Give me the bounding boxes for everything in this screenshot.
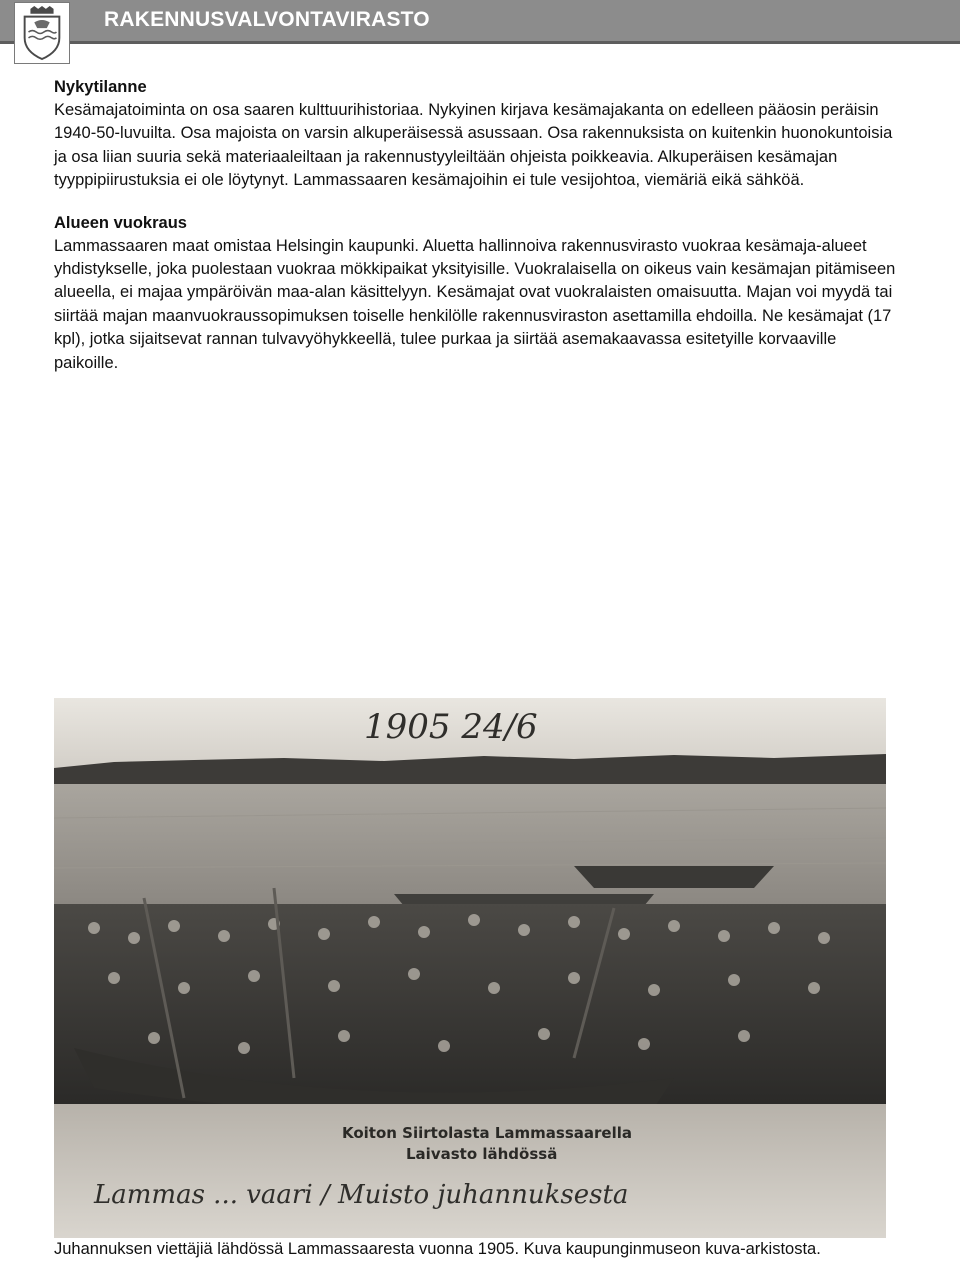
section-heading-nykytilanne: Nykytilanne: [54, 78, 147, 96]
header-title: RAKENNUSVALVONTAVIRASTO: [104, 8, 430, 31]
paragraph-nykytilanne: Kesämajatoiminta on osa saaren kulttuurihistoriaa. Nykyinen kirjava kesämajakanta on edelleen pääosin peräisin 1940-50-luvuilta. Osa majoista on varsin alkuperäisessä asussaan. Osa rakennuksista on kuitenkin huonokuntoisia ja osa liian suuria sekä materiaaleiltaan ja rakennustyyleiltään ohjeista poikkeavia. Alkuperäisen kesämajan tyyppipiirustuksia ei ole löytynyt. Lammassaaren kesämajoihin ei tule vesijohtoa, viemäriä eikä sähköä.: [54, 101, 893, 190]
photo-handwritten-bottom: Lammas ... vaari / Muisto juhannuksesta: [94, 1180, 629, 1210]
paragraph-alueen-vuokraus: Lammassaaren maat omistaa Helsingin kaupunki. Aluetta hallinnoiva rakennusvirasto vuokraa kesämaja-alueet yhdistykselle, joka puolestaan vuokraa mökkipaikat yksityisille. Vuokralaisella on oikeus vain kesämajan pitämiseen alueella, ei majaa ympäröivän maa-alan käsittelyyn. Kesämajat ovat vuokralaisten omaisuutta. Majan voi myydä tai siirtää majan maanvuokraussopimuksen toiselle henkilölle rakennusviraston asettamilla ehdoilla. Ne kesämajat (17 kpl), jotka sijaitsevat rannan tulvavyöhykkeellä, tulee purkaa ja siirtää asemakaavassa esitetyille korvaaville paikoille.: [54, 236, 896, 372]
photo-printed-line-2: Laivasto lähdössä: [406, 1145, 558, 1163]
historical-photo: [54, 698, 886, 1238]
section-heading-alueen-vuokraus: Alueen vuokraus: [54, 213, 187, 232]
helsinki-crest-icon: [14, 2, 70, 64]
document-body: [54, 76, 896, 375]
photo-printed-line-1: Koiton Siirtolasta Lammassaarella: [342, 1124, 632, 1142]
photo-handwritten-date: 1905 24/6: [364, 707, 538, 747]
photo-caption: Juhannuksen viettäjiä lähdössä Lammassaaresta vuonna 1905. Kuva kaupunginmuseon kuva-arkistosta.: [54, 1240, 821, 1258]
header-bar: [0, 0, 960, 44]
